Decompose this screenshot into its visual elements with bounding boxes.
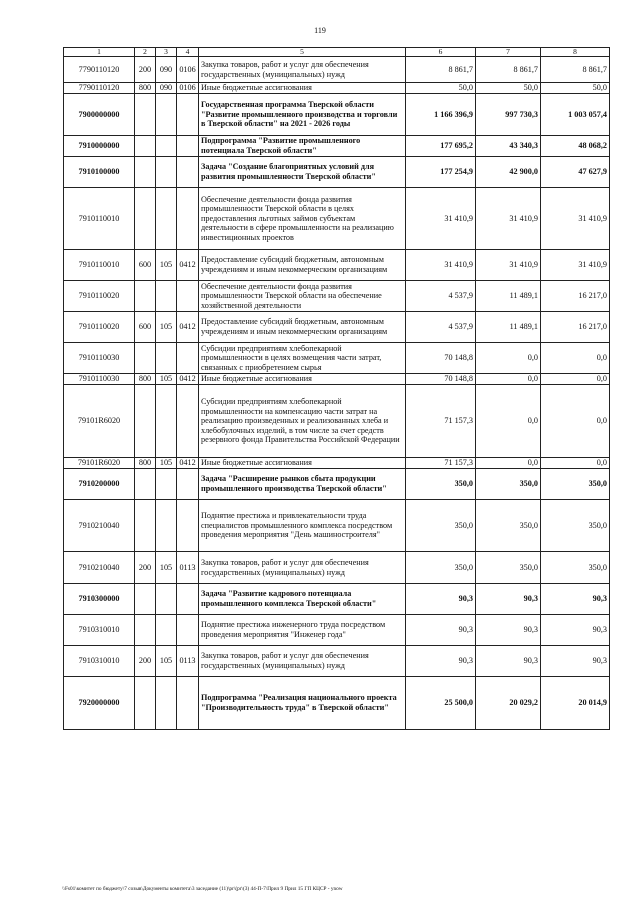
row-col2-cell: [135, 385, 156, 458]
row-code-cell: 7910310010: [64, 615, 135, 646]
row-col2-cell: 800: [135, 83, 156, 94]
row-code-cell: 7910210040: [64, 500, 135, 552]
row-name-cell: Закупка товаров, работ и услуг для обеспечения государственных (муниципальных) нужд: [199, 552, 406, 584]
row-col3-cell: [156, 469, 177, 500]
row-value-2021-cell: 350,0: [406, 552, 476, 584]
row-col3-cell: [156, 281, 177, 312]
row-value-2022-cell: 0,0: [476, 458, 541, 469]
row-col2-cell: [135, 469, 156, 500]
row-code-cell: 79101R6020: [64, 385, 135, 458]
row-value-2022-cell: 350,0: [476, 469, 541, 500]
row-value-2022-cell: 31 410,9: [476, 188, 541, 250]
table-row: [64, 343, 610, 374]
row-name-cell: Иные бюджетные ассигнования: [199, 458, 406, 469]
row-col3-cell: [156, 500, 177, 552]
row-col2-cell: [135, 188, 156, 250]
table-row: [64, 281, 610, 312]
table-row: [64, 188, 610, 250]
row-col4-cell: 0412: [177, 312, 199, 343]
row-col2-cell: 600: [135, 312, 156, 343]
row-col4-cell: 0113: [177, 646, 199, 677]
row-value-2021-cell: 4 537,9: [406, 281, 476, 312]
row-col2-cell: [135, 136, 156, 157]
row-value-2022-cell: 31 410,9: [476, 250, 541, 281]
row-value-2021-cell: 350,0: [406, 500, 476, 552]
row-value-2023-cell: 1 003 057,4: [541, 94, 610, 136]
table-row: [64, 458, 610, 469]
row-col4-cell: [177, 94, 199, 136]
table-row: [64, 250, 610, 281]
row-value-2023-cell: 0,0: [541, 374, 610, 385]
table-row: [64, 615, 610, 646]
row-value-2022-cell: 43 340,3: [476, 136, 541, 157]
header-cell: 6: [406, 48, 476, 57]
row-col4-cell: [177, 615, 199, 646]
row-col3-cell: 105: [156, 646, 177, 677]
row-value-2021-cell: 90,3: [406, 646, 476, 677]
row-value-2023-cell: 16 217,0: [541, 312, 610, 343]
row-code-cell: 7920000000: [64, 677, 135, 730]
table-row: [64, 374, 610, 385]
row-col2-cell: [135, 615, 156, 646]
row-value-2023-cell: 8 861,7: [541, 57, 610, 83]
row-value-2022-cell: 90,3: [476, 584, 541, 615]
row-value-2023-cell: 16 217,0: [541, 281, 610, 312]
row-code-cell: 7910000000: [64, 136, 135, 157]
row-value-2022-cell: 350,0: [476, 552, 541, 584]
row-value-2021-cell: 31 410,9: [406, 250, 476, 281]
budget-table: [63, 47, 610, 730]
row-col3-cell: 105: [156, 552, 177, 584]
table-header-row: [64, 48, 610, 57]
row-code-cell: 7910310010: [64, 646, 135, 677]
row-value-2023-cell: 50,0: [541, 83, 610, 94]
row-value-2022-cell: 11 489,1: [476, 312, 541, 343]
row-value-2021-cell: 70 148,8: [406, 343, 476, 374]
row-code-cell: 7910110030: [64, 343, 135, 374]
row-col3-cell: 090: [156, 83, 177, 94]
header-cell: 1: [64, 48, 135, 57]
row-code-cell: 7790110120: [64, 57, 135, 83]
row-name-cell: Подпрограмма "Реализация национального проекта "Производительность труда" в Тверской области": [199, 677, 406, 730]
row-value-2023-cell: 350,0: [541, 469, 610, 500]
table-row: [64, 469, 610, 500]
row-code-cell: 79101R6020: [64, 458, 135, 469]
row-value-2021-cell: 71 157,3: [406, 458, 476, 469]
row-code-cell: 7910110010: [64, 188, 135, 250]
row-value-2022-cell: 90,3: [476, 646, 541, 677]
row-col2-cell: [135, 677, 156, 730]
row-value-2021-cell: 70 148,8: [406, 374, 476, 385]
row-col3-cell: [156, 157, 177, 188]
row-name-cell: Поднятие престижа инженерного труда посредством проведения мероприятия "Инженер года": [199, 615, 406, 646]
header-cell: 8: [541, 48, 610, 57]
row-value-2023-cell: 0,0: [541, 343, 610, 374]
row-value-2022-cell: 20 029,2: [476, 677, 541, 730]
row-value-2023-cell: 350,0: [541, 552, 610, 584]
row-value-2023-cell: 0,0: [541, 385, 610, 458]
table-row: [64, 57, 610, 83]
row-value-2023-cell: 20 014,9: [541, 677, 610, 730]
row-code-cell: 7910100000: [64, 157, 135, 188]
row-code-cell: 7910110010: [64, 250, 135, 281]
row-col4-cell: [177, 281, 199, 312]
row-name-cell: Предоставление субсидий бюджетным, автономным учреждениям и иным некоммерческим организациям: [199, 312, 406, 343]
row-col4-cell: [177, 500, 199, 552]
row-value-2021-cell: 177 254,9: [406, 157, 476, 188]
row-name-cell: Обеспечение деятельности фонда развития промышленности Тверской области на обеспечение хозяйственной деятельности: [199, 281, 406, 312]
row-col2-cell: [135, 157, 156, 188]
row-name-cell: Подпрограмма "Развитие промышленного потенциала Тверской области": [199, 136, 406, 157]
page-number: 119: [314, 26, 326, 35]
row-col4-cell: 0412: [177, 250, 199, 281]
row-col2-cell: [135, 500, 156, 552]
row-col4-cell: [177, 136, 199, 157]
header-cell: 2: [135, 48, 156, 57]
row-col3-cell: 105: [156, 458, 177, 469]
row-col4-cell: 0113: [177, 552, 199, 584]
row-value-2021-cell: 4 537,9: [406, 312, 476, 343]
row-code-cell: 7910110020: [64, 281, 135, 312]
row-name-cell: Задача "Создание благоприятных условий для развития промышленности Тверской области": [199, 157, 406, 188]
row-value-2023-cell: 90,3: [541, 584, 610, 615]
row-name-cell: Задача "Расширение рынков сбыта продукции промышленного производства Тверской области": [199, 469, 406, 500]
row-col3-cell: [156, 385, 177, 458]
row-col3-cell: [156, 188, 177, 250]
row-value-2023-cell: 90,3: [541, 646, 610, 677]
row-value-2021-cell: 25 500,0: [406, 677, 476, 730]
row-name-cell: Иные бюджетные ассигнования: [199, 83, 406, 94]
row-code-cell: 7910210040: [64, 552, 135, 584]
row-col2-cell: [135, 343, 156, 374]
row-value-2022-cell: 0,0: [476, 343, 541, 374]
row-col2-cell: [135, 94, 156, 136]
row-value-2023-cell: 90,3: [541, 615, 610, 646]
row-value-2021-cell: 8 861,7: [406, 57, 476, 83]
row-col3-cell: [156, 615, 177, 646]
row-col4-cell: 0106: [177, 57, 199, 83]
table-row: [64, 83, 610, 94]
row-value-2021-cell: 90,3: [406, 584, 476, 615]
row-value-2022-cell: 8 861,7: [476, 57, 541, 83]
row-value-2022-cell: 350,0: [476, 500, 541, 552]
row-col3-cell: [156, 677, 177, 730]
row-code-cell: 7910300000: [64, 584, 135, 615]
row-code-cell: 7910110030: [64, 374, 135, 385]
row-col3-cell: [156, 136, 177, 157]
row-value-2021-cell: 71 157,3: [406, 385, 476, 458]
row-value-2023-cell: 0,0: [541, 458, 610, 469]
row-name-cell: Предоставление субсидий бюджетным, автономным учреждениям и иным некоммерческим организациям: [199, 250, 406, 281]
row-code-cell: 7900000000: [64, 94, 135, 136]
row-value-2022-cell: 997 730,3: [476, 94, 541, 136]
row-name-cell: Закупка товаров, работ и услуг для обеспечения государственных (муниципальных) нужд: [199, 646, 406, 677]
table-row: [64, 646, 610, 677]
row-col3-cell: 105: [156, 374, 177, 385]
row-code-cell: 7910110020: [64, 312, 135, 343]
file-path-footer: \\Fs01\комитет по бюджету\7 созыв\Документы комитета\3 заседание (11)\pr\(pr\(3) 44-П-7\Прил 9 Прил 15 ГП КЦСР - ynow: [62, 886, 343, 892]
header-cell: 7: [476, 48, 541, 57]
header-cell: 5: [199, 48, 406, 57]
row-name-cell: Иные бюджетные ассигнования: [199, 374, 406, 385]
row-value-2023-cell: 31 410,9: [541, 188, 610, 250]
row-name-cell: Государственная программа Тверской области "Развитие промышленного производства и торговли в Тверской области" на 2021 - 2026 годы: [199, 94, 406, 136]
row-value-2022-cell: 11 489,1: [476, 281, 541, 312]
row-value-2021-cell: 177 695,2: [406, 136, 476, 157]
row-value-2021-cell: 90,3: [406, 615, 476, 646]
row-col3-cell: [156, 584, 177, 615]
row-col4-cell: 0412: [177, 458, 199, 469]
row-name-cell: Субсидии предприятиям хлебопекарной промышленности в целях возмещения части затрат, связанных с приобретением сырья: [199, 343, 406, 374]
row-value-2023-cell: 350,0: [541, 500, 610, 552]
row-value-2022-cell: 50,0: [476, 83, 541, 94]
row-col4-cell: [177, 469, 199, 500]
row-col4-cell: [177, 157, 199, 188]
table-row: [64, 136, 610, 157]
row-col4-cell: 0106: [177, 83, 199, 94]
row-col2-cell: 200: [135, 552, 156, 584]
header-cell: 4: [177, 48, 199, 57]
header-cell: 3: [156, 48, 177, 57]
row-name-cell: Задача "Развитие кадрового потенциала промышленного комплекса Тверской области": [199, 584, 406, 615]
row-col4-cell: [177, 584, 199, 615]
row-col4-cell: 0412: [177, 374, 199, 385]
table-row: [64, 584, 610, 615]
row-code-cell: 7910200000: [64, 469, 135, 500]
row-col4-cell: [177, 385, 199, 458]
row-col3-cell: 105: [156, 250, 177, 281]
row-name-cell: Поднятие престижа и привлекательности труда специалистов промышленного комплекса посредством проведения мероприятия "День машиностроителя": [199, 500, 406, 552]
row-col3-cell: 090: [156, 57, 177, 83]
row-col3-cell: 105: [156, 312, 177, 343]
table-row: [64, 677, 610, 730]
row-value-2021-cell: 350,0: [406, 469, 476, 500]
table-row: [64, 157, 610, 188]
row-col2-cell: 800: [135, 374, 156, 385]
row-value-2022-cell: 42 900,0: [476, 157, 541, 188]
table-row: [64, 385, 610, 458]
row-col4-cell: [177, 343, 199, 374]
row-col2-cell: 200: [135, 646, 156, 677]
table-row: [64, 94, 610, 136]
row-col2-cell: [135, 584, 156, 615]
row-value-2023-cell: 47 627,9: [541, 157, 610, 188]
row-col2-cell: 800: [135, 458, 156, 469]
row-name-cell: Субсидии предприятиям хлебопекарной промышленности на компенсацию части затрат на реализацию произведенных и реализованных хлеба и хлебобулочных изделий, в том числе за счет средств резервного фонда Правительства Российской Федерации: [199, 385, 406, 458]
row-name-cell: Закупка товаров, работ и услуг для обеспечения государственных (муниципальных) нужд: [199, 57, 406, 83]
row-value-2022-cell: 0,0: [476, 374, 541, 385]
row-col4-cell: [177, 677, 199, 730]
row-col4-cell: [177, 188, 199, 250]
row-value-2021-cell: 50,0: [406, 83, 476, 94]
row-code-cell: 7790110120: [64, 83, 135, 94]
row-value-2022-cell: 0,0: [476, 385, 541, 458]
table-row: [64, 312, 610, 343]
row-value-2022-cell: 90,3: [476, 615, 541, 646]
row-col3-cell: [156, 94, 177, 136]
row-name-cell: Обеспечение деятельности фонда развития промышленности Тверской области в целях предоставления льготных займов субъектам деятельности в сфере промышленности на реализацию инвестиционных проектов: [199, 188, 406, 250]
row-col2-cell: 600: [135, 250, 156, 281]
row-value-2023-cell: 31 410,9: [541, 250, 610, 281]
row-col3-cell: [156, 343, 177, 374]
row-col2-cell: [135, 281, 156, 312]
row-value-2021-cell: 1 166 396,9: [406, 94, 476, 136]
table-row: [64, 500, 610, 552]
row-value-2023-cell: 48 068,2: [541, 136, 610, 157]
row-value-2021-cell: 31 410,9: [406, 188, 476, 250]
row-col2-cell: 200: [135, 57, 156, 83]
table-row: [64, 552, 610, 584]
